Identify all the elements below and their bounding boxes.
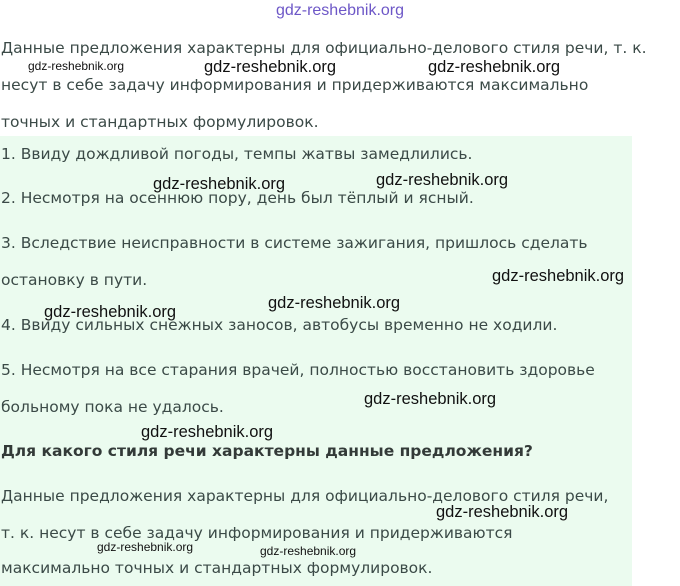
sentence-1: 1. Ввиду дождливой погоды, темпы жатвы замедлились. <box>1 145 473 163</box>
watermark-text: gdz-reshebnik.org <box>141 423 274 441</box>
watermark-text: gdz-reshebnik.org <box>153 175 286 193</box>
intro-paragraph: Данные предложения характерны для официально-делового стиля речи, т. к. несут в себе задачу информирования и придерживаются максимально точных и стандартных формулировок. <box>1 39 647 131</box>
watermark-text: gdz-reshebnik.org <box>428 58 561 76</box>
watermark-text: gdz-reshebnik.org <box>204 58 337 76</box>
sentence-5-line-1: 5. Несмотря на все старания врачей, полностью восстановить здоровье <box>1 361 595 379</box>
watermark-text: gdz-reshebnik.org <box>97 540 194 554</box>
answer-line-3: максимально точных и стандартных формулировок. <box>1 559 433 577</box>
sentence-4: 4. Ввиду сильных снежных заносов, автобусы временно не ходили. <box>1 316 558 334</box>
watermark-text: gdz-reshebnik.org <box>492 267 625 285</box>
watermark-text: gdz-reshebnik.org <box>436 503 569 521</box>
sentence-3-line-2: остановку в пути. <box>1 271 148 289</box>
sentence-5-line-2: больному пока не удалось. <box>1 398 224 416</box>
watermark-text: gdz-reshebnik.org <box>28 59 125 73</box>
answer-line-1: Данные предложения характерны для официально-делового стиля речи, <box>1 487 609 505</box>
watermark-text: gdz-reshebnik.org <box>376 171 509 189</box>
question-heading: Для какого стиля речи характерны данные предложения? <box>1 442 533 460</box>
watermark-text: gdz-reshebnik.org <box>44 303 177 321</box>
watermark-text: gdz-reshebnik.org <box>364 390 497 408</box>
answer-line-2: т. к. несут в себе задачу информирования и придерживаются <box>1 524 513 542</box>
sentence-2: 2. Несмотря на осеннюю пору, день был тёплый и ясный. <box>1 189 474 207</box>
watermark-text: gdz-reshebnik.org <box>260 544 357 558</box>
sentence-3-line-1: 3. Вследствие неисправности в системе зажигания, пришлось сделать <box>1 234 588 252</box>
watermark-text: gdz-reshebnik.org <box>268 294 401 312</box>
header-watermark: gdz-reshebnik.org <box>275 2 405 19</box>
